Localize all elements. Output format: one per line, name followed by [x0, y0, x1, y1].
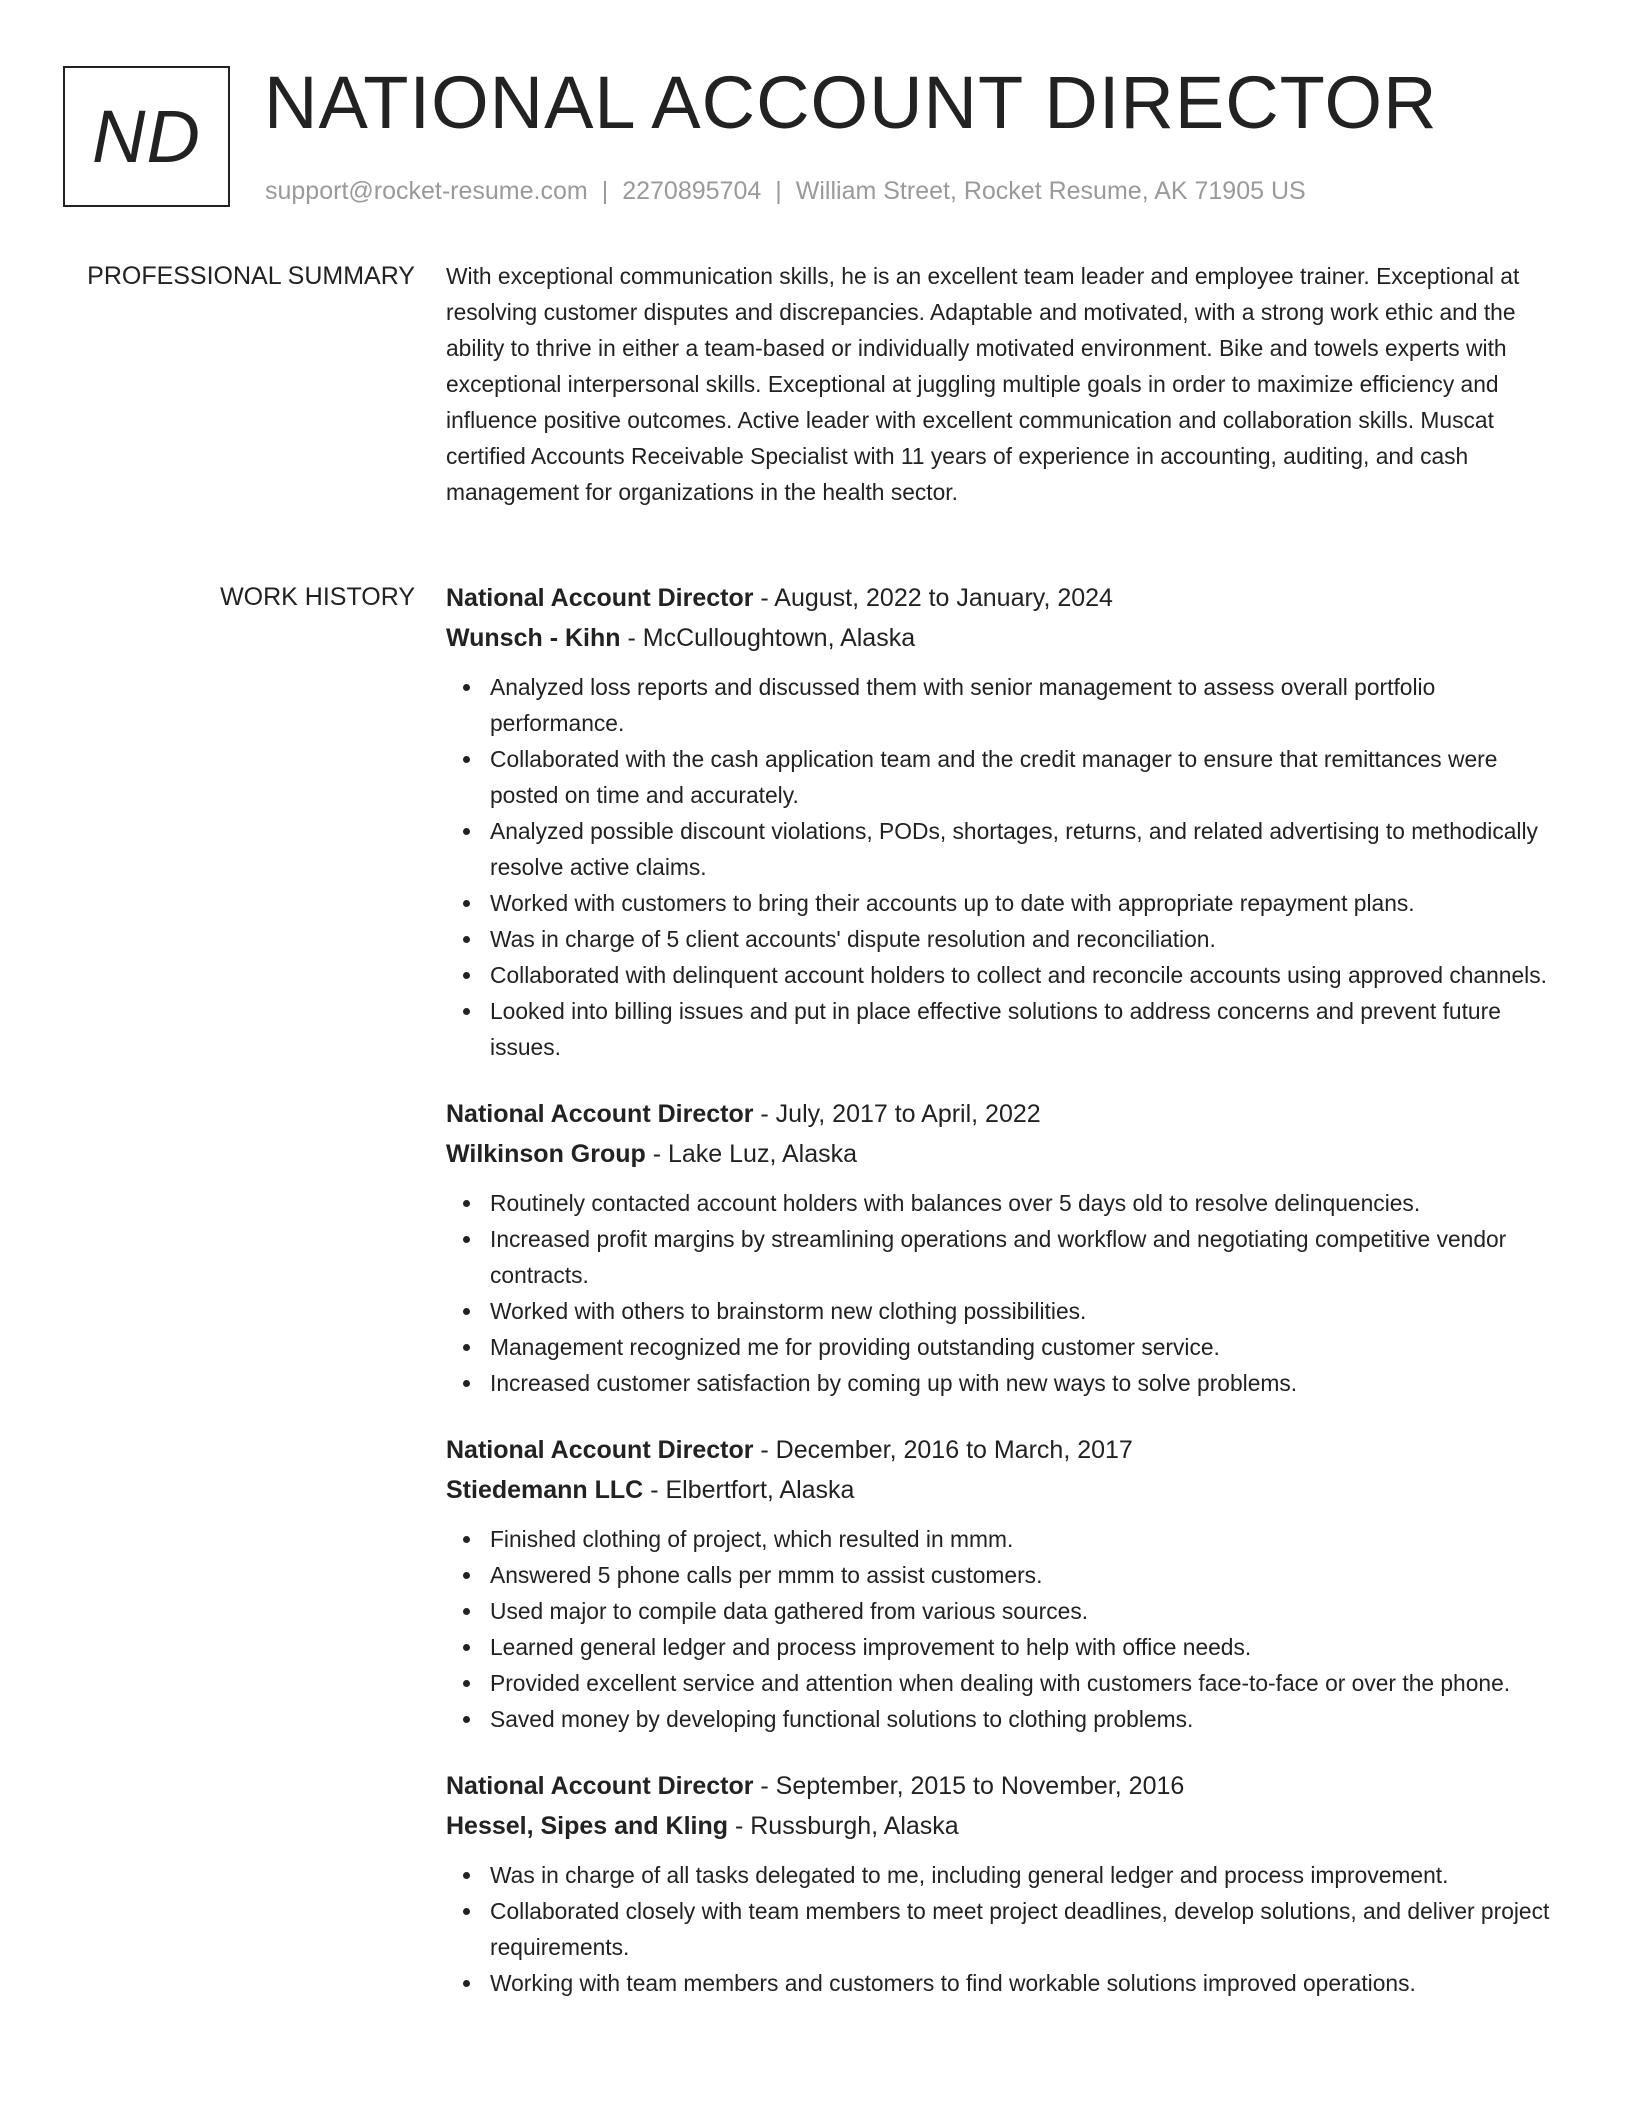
- job-dates: - September, 2015 to November, 2016: [753, 1772, 1185, 1800]
- job-duties-list: [446, 1857, 1564, 2001]
- job-duty-item: Increased profit margins by streamlining operations and workflow and negotiating competitive vendor contracts.: [446, 1221, 1564, 1293]
- job-duty-item: Analyzed possible discount violations, PODs, shortages, returns, and related advertising to methodically resolve active claims.: [446, 813, 1564, 885]
- job-duty-item: Routinely contacted account holders with balances over 5 days old to resolve delinquencies.: [446, 1185, 1564, 1221]
- job-location: - McCulloughtown, Alaska: [620, 624, 916, 652]
- contact-phone[interactable]: 2270895704: [622, 177, 762, 205]
- job-location: - Russburgh, Alaska: [728, 1812, 959, 1840]
- job-entry: [446, 1430, 1564, 1737]
- job-dates: - August, 2022 to January, 2024: [753, 584, 1113, 612]
- job-entry: [446, 578, 1564, 1065]
- job-duty-item: Used major to compile data gathered from various sources.: [446, 1593, 1564, 1629]
- contact-line: [265, 176, 1306, 206]
- contact-separator: |: [601, 177, 609, 205]
- professional-summary-heading: PROFESSIONAL SUMMARY: [87, 262, 415, 290]
- job-title-line: [446, 578, 1564, 618]
- professional-summary-text: With exceptional communication skills, he is an excellent team leader and employee trainer. Exceptional at resolving customer disputes and discrepancies. Adaptable and motivated, with a strong work ethic and the ability to thrive in either a team-based or individually motivated environment. Bike and towels experts with exceptional interpersonal skills. Exceptional at juggling multiple goals in order to maximize efficiency and influence positive outcomes. Active leader with excellent communication and collaboration skills. Muscat certified Accounts Receivable Specialist with 11 years of experience in accounting, auditing, and cash management for organizations in the health sector.: [446, 263, 1520, 505]
- job-location: - Lake Luz, Alaska: [645, 1140, 858, 1168]
- job-duties-list: [446, 1521, 1564, 1737]
- job-duty-item: Learned general ledger and process improvement to help with office needs.: [446, 1629, 1564, 1665]
- job-entry: [446, 1094, 1564, 1401]
- job-company-line: [446, 1470, 1564, 1510]
- monogram-logo: [63, 66, 230, 207]
- job-duty-item: Increased customer satisfaction by coming up with new ways to solve problems.: [446, 1365, 1564, 1401]
- job-duty-item: Analyzed loss reports and discussed them with senior management to assess overall portfolio performance.: [446, 669, 1564, 741]
- job-duty-item: Worked with others to brainstorm new clothing possibilities.: [446, 1293, 1564, 1329]
- job-duty-item: Working with team members and customers to find workable solutions improved operations.: [446, 1965, 1564, 2001]
- monogram-initials: ND: [92, 95, 201, 178]
- job-duty-item: Saved money by developing functional solutions to clothing problems.: [446, 1701, 1564, 1737]
- job-duty-item: Finished clothing of project, which resulted in mmm.: [446, 1521, 1564, 1557]
- resume-title: NATIONAL ACCOUNT DIRECTOR: [264, 61, 1438, 144]
- job-title-line: [446, 1766, 1564, 1806]
- job-title: National Account Director: [446, 584, 754, 612]
- job-duties-list: [446, 669, 1564, 1065]
- job-duty-item: Worked with customers to bring their accounts up to date with appropriate repayment plans.: [446, 885, 1564, 921]
- job-duty-item: Looked into billing issues and put in place effective solutions to address concerns and prevent future issues.: [446, 993, 1564, 1065]
- contact-address: William Street, Rocket Resume, AK 71905 US: [795, 177, 1306, 205]
- job-duty-item: Management recognized me for providing outstanding customer service.: [446, 1329, 1564, 1365]
- job-title: National Account Director: [446, 1436, 754, 1464]
- job-company: Wunsch - Kihn: [446, 624, 621, 652]
- work-history-heading: WORK HISTORY: [220, 583, 415, 611]
- job-company: Hessel, Sipes and Kling: [446, 1812, 729, 1840]
- job-title-line: [446, 1094, 1564, 1134]
- job-duty-item: Provided excellent service and attention when dealing with customers face-to-face or over the phone.: [446, 1665, 1564, 1701]
- job-duty-item: Collaborated with delinquent account holders to collect and reconcile accounts using approved channels.: [446, 957, 1564, 993]
- job-company: Wilkinson Group: [446, 1140, 646, 1168]
- job-company-line: [446, 1806, 1564, 1846]
- contact-email[interactable]: support@rocket-resume.com: [265, 177, 588, 205]
- job-duty-item: Answered 5 phone calls per mmm to assist customers.: [446, 1557, 1564, 1593]
- job-company: Stiedemann LLC: [446, 1476, 644, 1504]
- job-duty-item: Collaborated closely with team members to meet project deadlines, develop solutions, and deliver project requirements.: [446, 1893, 1564, 1965]
- job-duty-item: Was in charge of all tasks delegated to me, including general ledger and process improvement.: [446, 1857, 1564, 1893]
- job-dates: - July, 2017 to April, 2022: [753, 1100, 1041, 1128]
- contact-separator: |: [775, 177, 782, 205]
- job-title: National Account Director: [446, 1100, 754, 1128]
- job-company-line: [446, 1134, 1564, 1174]
- job-title-line: [446, 1430, 1564, 1470]
- job-entry: [446, 1766, 1564, 2001]
- work-history-list: [446, 578, 1564, 2030]
- job-title: National Account Director: [446, 1772, 754, 1800]
- job-duty-item: Was in charge of 5 client accounts' dispute resolution and reconciliation.: [446, 921, 1564, 957]
- job-duty-item: Collaborated with the cash application team and the credit manager to ensure that remittances were posted on time and accurately.: [446, 741, 1564, 813]
- job-company-line: [446, 618, 1564, 658]
- job-location: - Elbertfort, Alaska: [643, 1476, 855, 1504]
- job-dates: - December, 2016 to March, 2017: [753, 1436, 1133, 1464]
- job-duties-list: [446, 1185, 1564, 1401]
